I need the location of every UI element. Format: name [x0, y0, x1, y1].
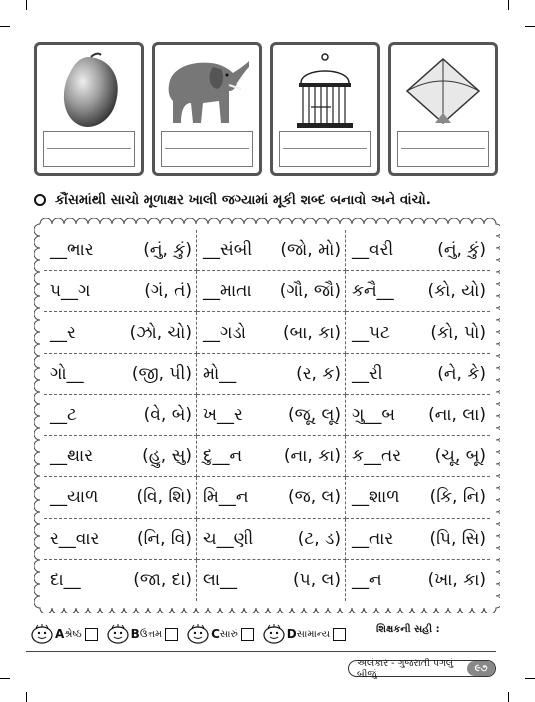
grade-item	[262, 624, 346, 644]
blank-word[interactable]: ક__તર	[352, 446, 402, 467]
choice-options: (ને, કે)	[437, 363, 486, 384]
table-cell	[44, 477, 197, 518]
blank-word[interactable]: પ__ગ	[50, 281, 91, 302]
choice-options: (પ, લ)	[293, 570, 341, 591]
book-title-pill	[348, 657, 496, 680]
blank-word[interactable]: __ટ	[50, 404, 77, 425]
table-cell	[346, 436, 490, 477]
blank-word[interactable]: મિ__ન	[203, 487, 249, 508]
blank-word[interactable]: __પટ	[352, 322, 390, 343]
picture-cards	[34, 42, 498, 178]
teacher-sign	[368, 624, 440, 635]
choice-options: (જા, દા)	[133, 570, 192, 591]
table-cell	[197, 436, 346, 477]
choice-options: (પિ, સિ)	[429, 528, 486, 549]
card-elephant	[152, 42, 262, 176]
grade-item	[106, 624, 178, 644]
blank-word[interactable]: ગુ__બ	[352, 404, 396, 425]
blank-word[interactable]: __ન	[352, 570, 382, 591]
bullet-icon	[34, 194, 46, 206]
choice-options: (ઝો, ચો)	[129, 322, 192, 343]
grade-letter: C	[211, 627, 220, 641]
table-cell	[197, 395, 346, 436]
table-cell	[44, 312, 197, 353]
grade-checkbox[interactable]	[241, 628, 254, 641]
blank-word[interactable]: ર__વાર	[50, 528, 100, 549]
blank-word[interactable]: __યાળ	[50, 487, 99, 508]
smiley-face-icon	[262, 624, 286, 644]
table-cell	[44, 560, 197, 601]
blank-word[interactable]: __શાળ	[352, 487, 400, 508]
blank-word[interactable]: __ગડો	[203, 322, 246, 343]
blank-word[interactable]: __વરી	[352, 240, 394, 261]
table-cell	[346, 312, 490, 353]
blank-word[interactable]: દા__	[50, 570, 81, 591]
grade-item	[186, 624, 254, 644]
choice-options: (હુ, સુ)	[142, 446, 192, 467]
kite-icon	[399, 51, 487, 131]
choice-options: (ટ, ડ)	[297, 528, 341, 549]
grade-letter: B	[130, 627, 140, 641]
table-cell	[346, 519, 490, 560]
page-number: ૯૭	[467, 661, 495, 676]
table-cell	[197, 560, 346, 601]
instruction	[34, 192, 431, 208]
table-cell	[346, 230, 490, 271]
birdcage-icon	[281, 51, 369, 131]
smiley-face-icon	[30, 624, 54, 644]
grade-checkbox[interactable]	[333, 628, 346, 641]
table-cell	[197, 230, 346, 271]
exercise-table	[34, 218, 500, 613]
choice-options: (નું, કું)	[143, 240, 192, 261]
answer-box-elephant[interactable]	[161, 131, 253, 167]
grade-label: સારું	[219, 628, 238, 640]
footer-divider	[26, 651, 496, 652]
choice-options: (વે, બે)	[143, 404, 192, 425]
choice-options: (ના, લા)	[428, 404, 486, 425]
grade-item	[30, 624, 98, 644]
choice-options: (ગૌ, જૌ)	[279, 281, 341, 302]
instruction-text: કૌંસમાંથી સાચો મૂળાક્ષર ખાલી જગ્યામાં મૂકી શબ્દ બનાવો અને વાંચો.	[55, 192, 431, 208]
blank-word[interactable]: __ભાર	[50, 240, 94, 261]
choice-options: (જ, લ)	[287, 487, 341, 508]
smiley-face-icon	[186, 624, 210, 644]
exercise-grid	[44, 230, 490, 601]
choice-options: (ર, ક)	[296, 363, 341, 384]
answer-box-cage[interactable]	[279, 131, 371, 167]
blank-word[interactable]: ચ__ણી	[203, 528, 254, 549]
grade-label: શ્રેષ્ઠ	[64, 628, 82, 640]
table-cell	[44, 230, 197, 271]
book-title: અલંકાર - ગુજરાતી પગલું બીજું	[357, 657, 454, 680]
table-cell	[44, 436, 197, 477]
elephant-icon	[163, 51, 251, 131]
choice-options: (જૂ, લૂ)	[287, 404, 341, 425]
smiley-face-icon	[106, 624, 130, 644]
blank-word[interactable]: ગો__	[50, 363, 84, 384]
table-cell	[197, 354, 346, 395]
choice-options: (વિ, શિ)	[136, 487, 192, 508]
choice-options: (બા, કા)	[282, 322, 341, 343]
table-cell	[44, 354, 197, 395]
blank-word[interactable]: __રી	[352, 363, 383, 384]
grade-label: સામાન્ય	[296, 628, 331, 640]
mango-icon	[45, 51, 133, 131]
choice-options: (કિ, નિ)	[429, 487, 486, 508]
table-cell	[346, 477, 490, 518]
choice-options: (નિ, વિ)	[136, 528, 192, 549]
choice-options: (નું, કું)	[437, 240, 486, 261]
table-cell	[197, 477, 346, 518]
choice-options: (ચૂ, બૂ)	[434, 446, 486, 467]
blank-word[interactable]: __સંબી	[203, 240, 253, 261]
blank-word[interactable]: કનૈ__	[352, 281, 394, 302]
blank-word[interactable]: દુ__ન	[203, 446, 243, 467]
answer-box-kite[interactable]	[397, 131, 489, 167]
blank-word[interactable]: __ર	[50, 322, 76, 343]
grade-checkbox[interactable]	[165, 628, 178, 641]
teacher-sign-label: શિક્ષકની સહી :	[376, 624, 440, 635]
grade-label: ઉત્તમ	[139, 628, 163, 640]
choice-options: (કો, યો)	[427, 281, 486, 302]
choice-options: (ખા, કા)	[427, 570, 486, 591]
table-cell	[197, 271, 346, 312]
choice-options: (જો, મો)	[280, 240, 341, 261]
choice-options: (જી, પી)	[131, 363, 192, 384]
choice-options: (ના, કા)	[283, 446, 341, 467]
card-mango	[34, 42, 144, 176]
blank-word[interactable]: લા__	[203, 570, 238, 591]
table-cell	[44, 395, 197, 436]
card-cage	[270, 42, 380, 176]
answer-box-mango[interactable]	[43, 131, 135, 167]
table-cell	[346, 560, 490, 601]
grade-letter: D	[286, 627, 297, 641]
table-cell	[346, 395, 490, 436]
blank-word[interactable]: મો__	[203, 363, 237, 384]
table-cell	[197, 312, 346, 353]
table-cell	[346, 354, 490, 395]
blank-word[interactable]: __માતા	[203, 281, 252, 302]
grade-checkbox[interactable]	[85, 628, 98, 641]
blank-word[interactable]: __તાર	[352, 528, 394, 549]
grade-bar	[30, 624, 354, 644]
blank-word[interactable]: ખ__ર	[203, 404, 243, 425]
card-kite	[388, 42, 498, 176]
table-cell	[44, 519, 197, 560]
blank-word[interactable]: __થાર	[50, 446, 93, 467]
grade-letter: A	[55, 627, 65, 641]
choice-options: (ગં, તં)	[144, 281, 192, 302]
table-cell	[44, 271, 197, 312]
table-cell	[346, 271, 490, 312]
choice-options: (કો, પો)	[430, 322, 486, 343]
table-cell	[197, 519, 346, 560]
